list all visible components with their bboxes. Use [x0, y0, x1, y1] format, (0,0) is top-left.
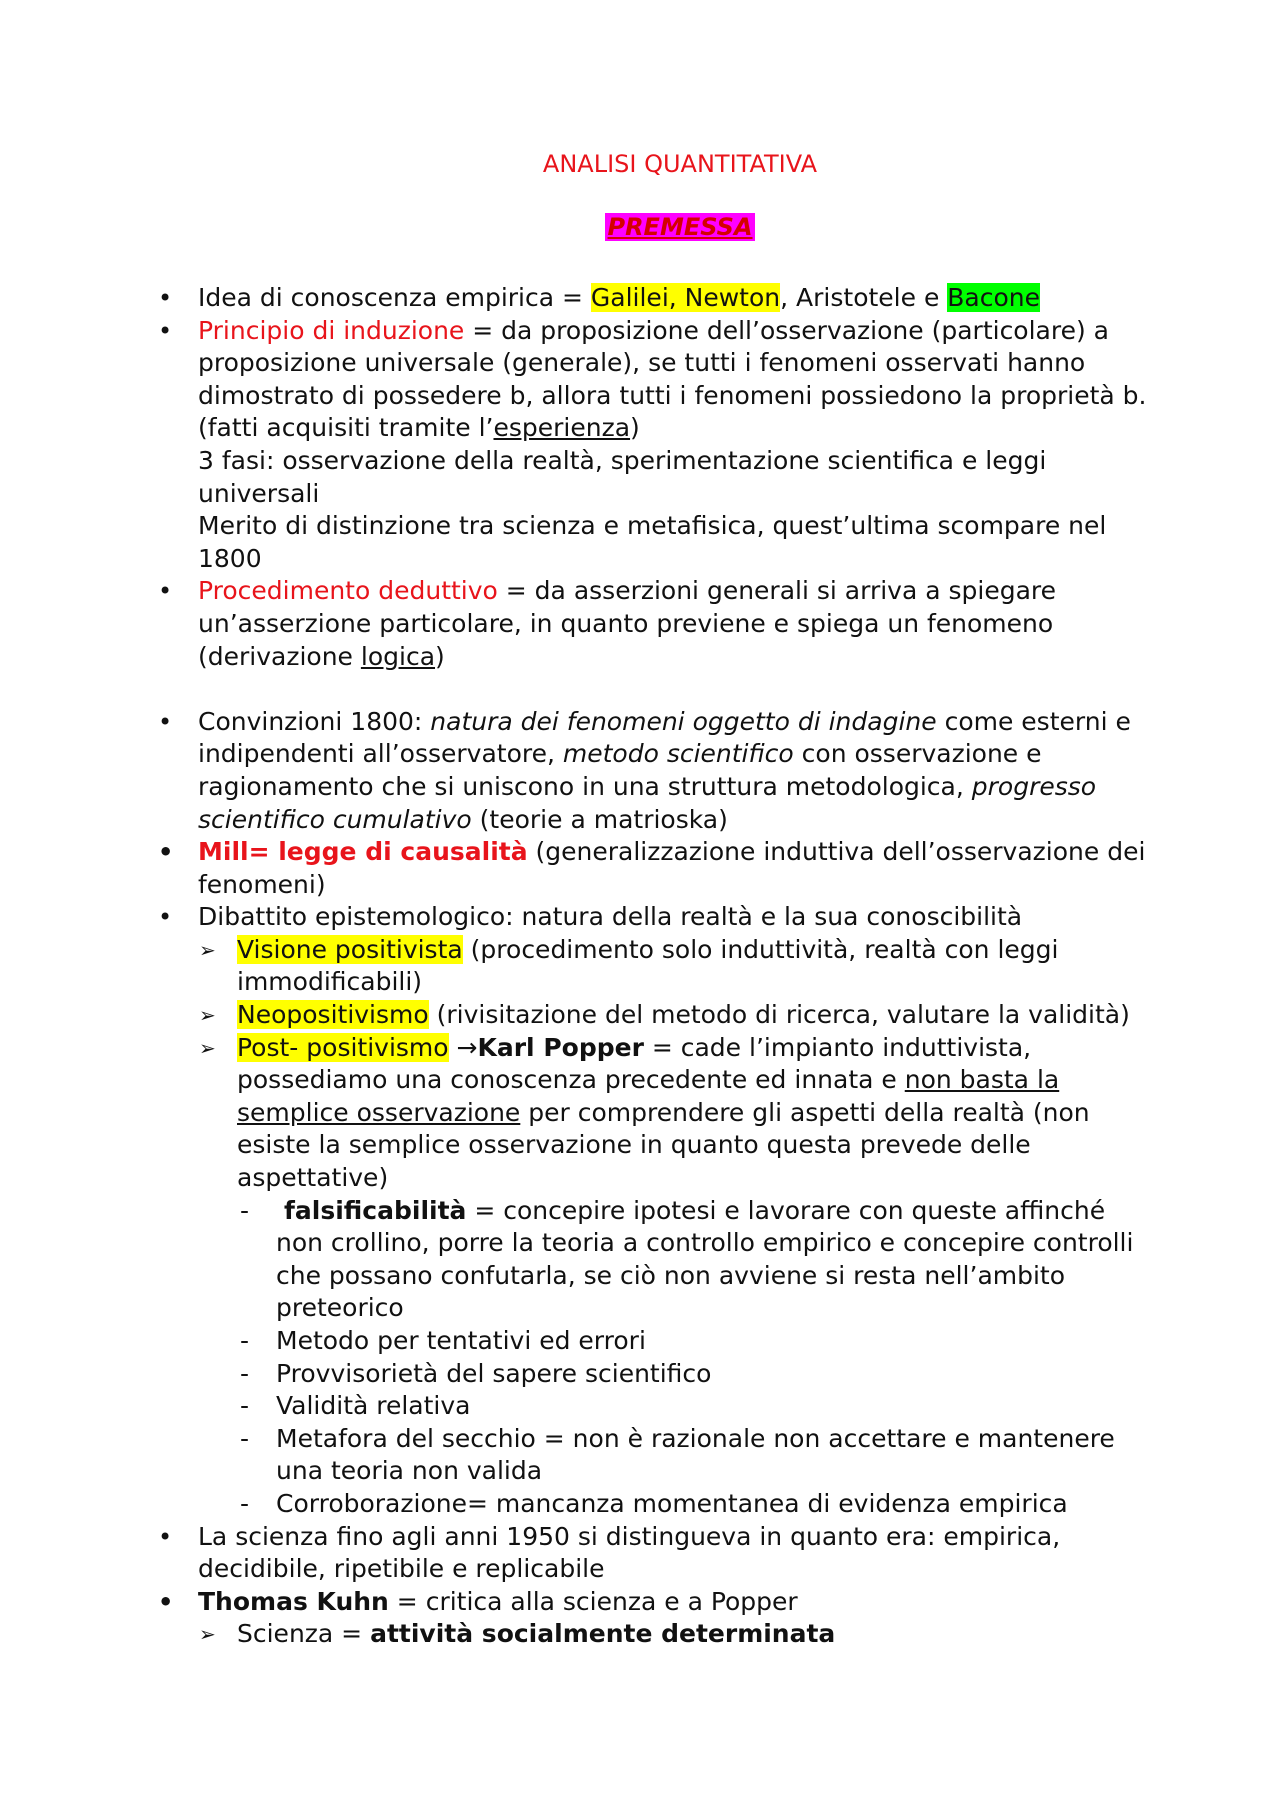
bullet-marker: •	[158, 838, 174, 867]
right-arrow: →	[448, 1032, 478, 1062]
sub-post-positivismo	[199, 1032, 1157, 1195]
bullet-mill	[158, 836, 1158, 901]
sub-visione-positivista	[199, 934, 1157, 999]
blank-line	[0, 673, 1280, 706]
sub-neopositivismo	[199, 999, 1157, 1032]
bullet-marker: •	[158, 903, 173, 932]
bullet-conoscenza-empirica	[158, 282, 1158, 315]
dash-metodo-tentativi	[240, 1325, 1156, 1358]
text: )	[435, 641, 445, 671]
subtitle-text: PREMESSA	[607, 213, 753, 241]
bullet-marker: •	[158, 1522, 173, 1551]
bullet-marker: •	[158, 284, 173, 312]
arrow-marker: ➢	[199, 937, 216, 962]
text-3-fasi: 3 fasi: osservazione della realtà, sperimentazione scientifica e leggi universali	[198, 445, 1047, 508]
underlined-esperienza: esperienza	[493, 413, 631, 443]
text: (teorie a matrioska)	[471, 804, 728, 834]
term-procedimento-deduttivo: Procedimento deduttivo	[198, 576, 498, 606]
dash-marker: -	[240, 1195, 250, 1225]
text: Idea di conoscenza empirica =	[198, 283, 591, 312]
term-mill: Mill= legge di causalità	[198, 837, 528, 867]
doc-title: ANALISI QUANTITATIVA	[542, 150, 818, 178]
text: )	[630, 413, 640, 443]
text: Corroborazione= mancanza momentanea di evidenza empirica	[276, 1488, 1068, 1518]
highlight-galilei-newton: Galilei, Newton	[590, 283, 781, 312]
text: = cade l’impianto induttivista, possediamo una conoscenza precedente ed innata e	[237, 1032, 1032, 1095]
text: come esterni e indipendenti all’osservatore,	[198, 706, 1131, 769]
text-merito: Merito di distinzione tra scienza e metafisica, quest’ultima scompare nel 1800	[198, 511, 1107, 573]
dash-marker: -	[240, 1358, 250, 1388]
highlight-neopositivismo: Neopositivismo	[237, 1000, 429, 1030]
doc-subtitle	[0, 213, 1280, 241]
text: Convinzioni 1800:	[198, 706, 431, 736]
text: (generalizzazione induttiva dell’osservazione dei fenomeni)	[198, 837, 1146, 899]
italic-metodo-scientifico: metodo scientifico	[562, 739, 794, 769]
text: = da asserzioni generali si arriva a spiegare un’asserzione particolare, in quanto previene e spiega un fenomeno (derivazione	[198, 576, 1057, 671]
bullet-marker: •	[158, 707, 173, 736]
text: (rivisitazione del metodo di ricerca, valutare la validità)	[428, 1000, 1130, 1030]
italic-natura-fenomeni: natura dei fenomeni oggetto di indagine	[430, 706, 937, 736]
bullet-dibattito	[158, 901, 1158, 934]
term-thomas-kuhn: Thomas Kuhn	[198, 1586, 389, 1616]
dash-marker: -	[240, 1423, 250, 1453]
dash-marker: -	[240, 1488, 250, 1518]
text: = da proposizione dell’osservazione (particolare) a proposizione universale (generale), se tutti i fenomeni osservati hanno dimostrato di possedere b, allora tutti i fenomeni possiedono la proprietà b. (fatti acquisiti tramite l’	[198, 315, 1147, 443]
text: per comprendere gli aspetti della realtà (non esiste la semplice osservazione in quanto questa prevede delle aspettative)	[237, 1097, 1090, 1193]
sub-scienza-sociale	[199, 1618, 1157, 1651]
text: Dibattito epistemologico: natura della realtà e la sua conoscibilità	[198, 902, 1023, 932]
text: Metodo per tentativi ed errori	[276, 1326, 646, 1355]
text: con osservazione e ragionamento che si uniscono in una struttura metodologica,	[198, 739, 1042, 801]
dash-falsificabilita	[240, 1195, 1156, 1325]
text: = concepire ipotesi e lavorare con queste affinché non crollino, porre la teoria a controllo empirico e concepire controlli che possano confutarla, se ciò non avviene si resta nell’ambito preteorico	[276, 1195, 1134, 1323]
text: Metafora del secchio = non è razionale non accettare e mantenere una teoria non valida	[276, 1423, 1115, 1486]
dash-provvisorieta	[240, 1358, 1156, 1391]
underlined-logica: logica	[360, 641, 436, 671]
bullet-marker: •	[158, 577, 173, 606]
text: = critica alla scienza e a Popper	[388, 1586, 798, 1616]
text: Provvisorietà del sapere scientifico	[276, 1358, 712, 1388]
text: Validità relativa	[276, 1391, 471, 1421]
dash-metafora-secchio	[240, 1423, 1156, 1488]
arrow-marker: ➢	[199, 1003, 216, 1028]
text: , Aristotele e	[780, 283, 948, 312]
highlight-visione-positivista: Visione positivista	[237, 934, 463, 964]
text: La scienza fino agli anni 1950 si distingueva in quanto era: empirica, decidibile, ripetibile e replicabile	[198, 1521, 1061, 1584]
bullet-marker: •	[158, 1587, 174, 1616]
term-attivita-sociale: attività socialmente determinata	[370, 1619, 836, 1649]
term-falsificabilita: falsificabilità	[284, 1195, 467, 1225]
bullet-thomas-kuhn	[158, 1586, 1158, 1619]
highlight-post-positivismo: Post- positivismo	[237, 1032, 449, 1062]
arrow-marker: ➢	[199, 1035, 216, 1060]
text: Scienza =	[237, 1619, 371, 1649]
dash-validita-relativa	[240, 1390, 1156, 1423]
dash-marker: -	[240, 1391, 250, 1421]
arrow-marker: ➢	[199, 1622, 216, 1647]
bullet-scienza-1950	[158, 1521, 1158, 1586]
bullet-convinzioni-1800	[158, 706, 1158, 836]
notes-body	[0, 282, 1280, 1651]
term-principio-induzione: Principio di induzione	[198, 315, 465, 345]
bullet-principio-induzione	[158, 315, 1158, 576]
highlight-bacone: Bacone	[947, 283, 1041, 312]
text: (procedimento solo induttività, realtà con leggi immodificabili)	[237, 934, 1059, 997]
underlined-semplice-osservazione: non basta la semplice osservazione	[237, 1065, 1060, 1127]
bullet-marker: •	[158, 316, 173, 345]
term-karl-popper: Karl Popper	[477, 1032, 644, 1062]
dash-corroborazione	[240, 1488, 1156, 1521]
bullet-procedimento-deduttivo	[158, 575, 1158, 673]
italic-progresso: progresso scientifico cumulativo	[198, 771, 1097, 834]
dash-marker: -	[240, 1326, 250, 1355]
